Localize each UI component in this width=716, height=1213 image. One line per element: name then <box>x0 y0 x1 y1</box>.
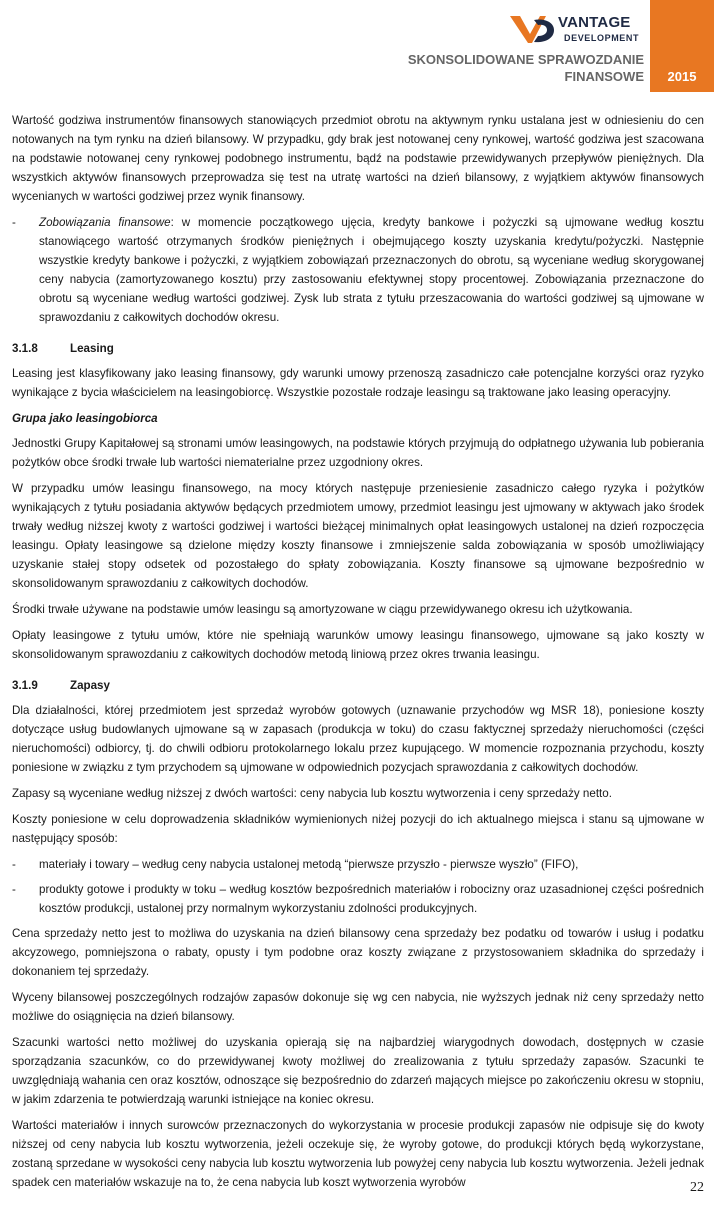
section-number: 3.1.9 <box>12 679 38 692</box>
bullet-dash: - <box>12 883 16 896</box>
report-title-line2: FINANSOWE <box>564 69 644 84</box>
page-number: 22 <box>690 1180 704 1195</box>
vantage-logo-mark <box>508 12 560 46</box>
bullet-text: materiały i towary – według ceny nabycia ustalonej metodą “pierwsze przyszło - pierwsze wyszło” (FIFO), <box>39 858 579 871</box>
report-title-line1: SKONSOLIDOWANE SPRAWOZDANIE <box>407 52 644 67</box>
paragraph-fair-value: Wartość godziwa instrumentów finansowych stanowiących przedmiot obrotu na aktywnym rynku ustalana jest w odniesieniu do cen notowanych na tym rynku na dzień bilansowy. W przypadku, gdy brak jest notowanej ceny rynkowej, wartość godziwa jest szacowana na podstawie notowanej ceny rynkowej podobnego instrumentu, bądź na podstawie przewidywanych przepływów pieniężnych. Dla wszystkich aktywów finansowych przeprowadza się test na utratę wartości na dzień bilansowy, z wyjątkiem aktywów finansowych wycenianych w wartości godziwej przez wynik finansowy. <box>12 114 704 203</box>
section-heading-leasing <box>12 339 704 358</box>
subheading-lessee: Grupa jako leasingobiorca <box>12 412 158 425</box>
paragraph-inventory-costs: Koszty poniesione w celu doprowadzenia składników wymienionych niżej pozycji do ich aktualnego miejsca i stanu są ujmowane w następujący sposób: <box>12 813 704 845</box>
list-item <box>12 855 704 874</box>
paragraph-operating-lease: Opłaty leasingowe z tytułu umów, które nie spełniają warunków umowy leasingu finansowego, ujmowane są jako koszty w skonsolidowanym sprawozdaniu z całkowitych dochodów metodą liniową przez okres trwania leasingu. <box>12 629 704 661</box>
bullet-financial-liabilities-text: : w momencie początkowego ujęcia, kredyty bankowe i pożyczki są ujmowane według kosztu stanowiącego wartość otrzymanych środków pieniężnych i obejmującego koszty uzyskania kredytu/pożyczki. Następnie wszystkie kredyty bankowe i pożyczki, z wyjątkiem zobowiązań przeznaczonych do obrotu, są wyceniane według skorygowanej ceny nabycia (zamortyzowanego kosztu) przy zastosowaniu efektywnej stopy procentowej. Zobowiązania przeznaczone do obrotu są wyceniane według wartości godziwej. Zysk lub strata z tytułu przeszacowania do wartości godziwej są ujmowane w sprawozdaniu z całkowitych dochodów okresu. <box>39 216 704 324</box>
paragraph-net-selling-price: Cena sprzedaży netto jest to możliwa do uzyskania na dzień bilansowy cena sprzedaży bez podatku od towarów i usług i podatku akcyzowego, pomniejszona o rabaty, opusty i tym podobne oraz koszty związane z przystosowaniem składnika do sprzedaży i dokonaniem tej sprzedaży. <box>12 927 704 978</box>
paragraph-leasing-classification: Leasing jest klasyfikowany jako leasing finansowy, gdy warunki umowy przenoszą zasadniczo całe potencjalne korzyści oraz ryzyko wynikające z bycia właścicielem na leasingobiorcę. Wszystkie pozostałe rodzaje leasingu są traktowane jako leasing operacyjny. <box>12 367 704 399</box>
paragraph-leasing-parties: Jednostki Grupy Kapitałowej są stronami umów leasingowych, na podstawie których przyjmują do odpłatnego używania lub pobierania pożytków obce środki trwałe lub wartości niematerialne przez uzgodniony okres. <box>12 437 704 469</box>
year-box <box>650 0 714 92</box>
bullet-financial-liabilities <box>12 213 704 327</box>
list-item <box>12 880 704 918</box>
section-title: Zapasy <box>70 679 110 692</box>
paragraph-materials-writedown: Wartości materiałów i innych surowców przeznaczonych do wykorzystania w procesie produkcji zapasów nie odpisuje się do kwoty niższej od ceny nabycia lub kosztu wytworzenia, jeżeli oczekuje się, że wyroby gotowe, do produkcji których będą wykorzystane, zostaną sprzedane w wysokości ceny nabycia lub kosztu wytworzenia lub powyżej ceny nabycia lub kosztu wytworzenia. Jeżeli jednak spadek cen materiałów wskazuje na to, że cena nabycia lub koszt wytworzenia wyrobów <box>12 1119 704 1189</box>
logo-text-development: DEVELOPMENT <box>564 33 640 43</box>
bullet-dash: - <box>12 216 16 229</box>
bullet-text: produkty gotowe i produkty w toku – według kosztów bezpośrednich materiałów i robocizny oraz uzasadnionej części pośrednich kosztów produkcji, ustalonej przy normalnym wykorzystaniu zdolności produkcyjnych. <box>39 883 704 915</box>
section-number: 3.1.8 <box>12 342 38 355</box>
paragraph-balance-valuation: Wyceny bilansowej poszczególnych rodzajów zapasów dokonuje się wg cen nabycia, nie wyższych jednak niż ceny sprzedaży netto możliwe do osiągnięcia na dzień bilansowy. <box>12 991 704 1023</box>
bullet-dash: - <box>12 858 16 871</box>
paragraph-inventory-recognition: Dla działalności, której przedmiotem jest sprzedaż wyrobów gotowych (uznawanie przychodów wg MSR 18), poniesione koszty dotyczące usług budowlanych ujmowane są w zapasach (produkcja w toku) do czasu faktycznej sprzedaży nieruchomości (części nieruchomości) odbiorcy, tj. do chwili odbioru protokolarnego lokalu przez kupującego. W momencie rozpoznania przychodu, koszty poniesione w związku z tym przychodem są ujmowane w odpowiednich pozycjach sprawozdania z całkowitych dochodów. <box>12 704 704 774</box>
term-financial-liabilities: Zobowiązania finansowe <box>39 216 171 229</box>
section-heading-inventory <box>12 676 704 695</box>
report-year: 2015 <box>667 69 697 84</box>
paragraph-inventory-valuation: Zapasy są wyceniane według niższej z dwóch wartości: ceny nabycia lub kosztu wytworzenia i ceny sprzedaży netto. <box>12 787 612 800</box>
page-header <box>0 0 716 92</box>
logo-text-vantage: VANTAGE <box>558 14 631 31</box>
vantage-logo <box>508 12 648 48</box>
paragraph-depreciation: Środki trwałe używane na podstawie umów leasingu są amortyzowane w ciągu przewidywanego okresu ich użytkowania. <box>12 603 633 616</box>
report-title <box>408 51 644 85</box>
document-body <box>12 111 704 1199</box>
paragraph-finance-lease: W przypadku umów leasingu finansowego, na mocy których następuje przeniesienie zasadniczo całego ryzyka i pożytków wynikających z tytułu posiadania aktywów będących przedmiotem umowy, przedmiot leasingu jest ujmowany w aktywach jako środek trwały według niższej kwoty z wartości godziwej i wartości bieżącej minimalnych opłat leasingowych ustalonej na dzień rozpoczęcia leasingu. Opłaty leasingowe są dzielone między koszty finansowe i zmniejszenie salda zobowiązania w sposób umożliwiający uzyskanie stałej stopy odsetek od pozostałego do spłaty zobowiązania. Koszty finansowe są ujmowane bezpośrednio w skonsolidowanym sprawozdaniu z całkowitych dochodów. <box>12 482 704 590</box>
paragraph-estimates: Szacunki wartości netto możliwej do uzyskania opierają się na najbardziej wiarygodnych dowodach, dostępnych w czasie sporządzania szacunków, co do przewidywanej kwoty możliwej do zrealizowania z tytułu sprzedaży zapasów. Szacunki te uwzględniają wahania cen oraz kosztów, odnoszące się bezpośrednio do zdarzeń mających miejsce po zakończeniu okresu w stopniu, w jakim zdarzenia te potwierdzają warunki istniejące na koniec okresu. <box>12 1036 704 1106</box>
section-title: Leasing <box>70 342 114 355</box>
